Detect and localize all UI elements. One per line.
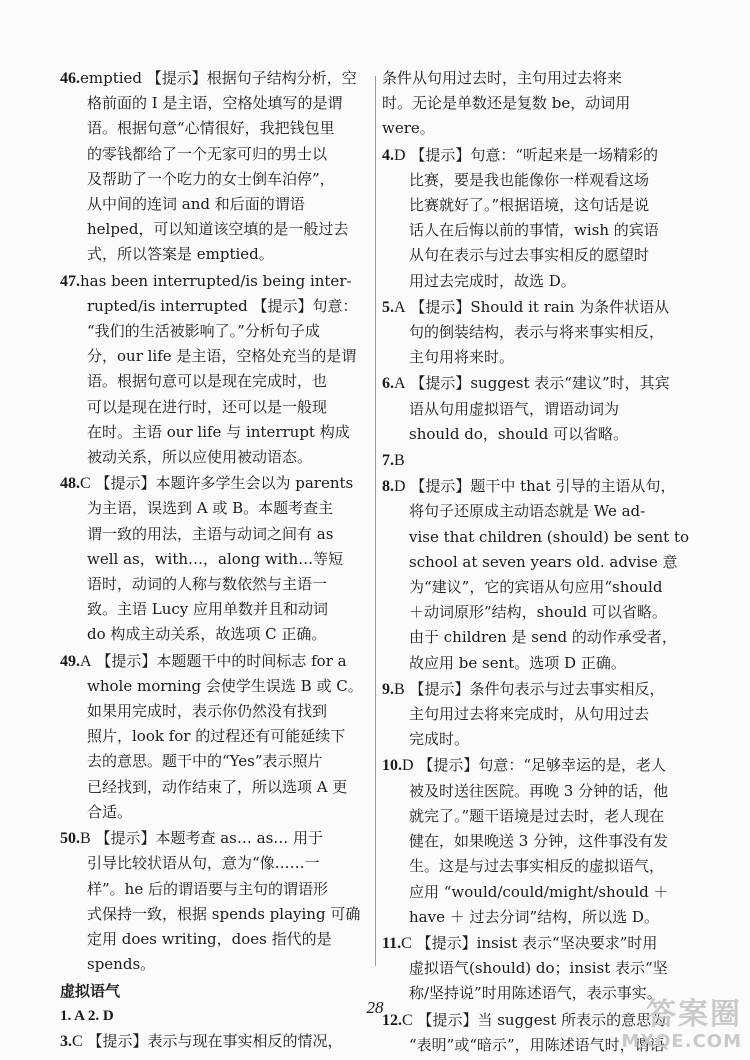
question-number: 50.: [60, 830, 80, 848]
answer-entry: [382, 677, 694, 753]
answer-text: 为主语，误选到 A 或 B。本题考查主: [87, 499, 334, 518]
answer-text: 【提示】当 suggest 所表示的意思为: [417, 1010, 667, 1029]
answer-line: [382, 371, 694, 396]
answer-text: 谓一致的用法，主语与动词之间有 as: [87, 524, 334, 543]
answer-line: [382, 474, 694, 499]
answer-text: 由于 children 是 send 的动作承受者，: [409, 628, 677, 647]
answer-line: [382, 218, 694, 243]
answer-text: has been interrupted/is being inter-: [80, 271, 352, 290]
answer-text: 【提示】句意：“足够幸运的是，老人: [418, 756, 667, 775]
answer-entry: [60, 269, 370, 471]
answer-text: have ＋ 过去分词”结构，所以选 D。: [409, 907, 659, 926]
answer-text: do 构成主动关系，故选项 C 正确。: [87, 625, 327, 644]
answer-line: [60, 319, 370, 344]
question-number: 5.: [382, 298, 394, 316]
section-title: 虚拟语气: [60, 982, 121, 1001]
answer-text: vise that children (should) be sent to: [409, 527, 690, 546]
answer-text: 称/坚持说”时用陈述语气，表示事实。: [409, 984, 662, 1003]
answer-entry: [382, 753, 694, 929]
answer-line: [60, 952, 370, 977]
question-number: 9.: [382, 680, 394, 698]
answer-entry: [60, 66, 370, 268]
answer-line: [60, 826, 370, 851]
short-answers: 1. A 2. D: [60, 1008, 114, 1025]
answer-text: 的零钱都给了一个无家可归的男士以: [87, 144, 328, 163]
answer-line: [382, 727, 694, 752]
answer-text: 条件从句用过去时，主句用过去将来: [382, 69, 623, 87]
answer-text: 【提示】本题考查 as… as… 用于: [95, 829, 324, 848]
answer-line: [60, 91, 370, 116]
answer-line: [60, 167, 370, 192]
question-number: 4.: [382, 146, 394, 164]
answer-line: [60, 749, 370, 774]
answer-text: were。: [382, 119, 435, 138]
answer-text: 比赛，要是我也能像你一样观看这场: [409, 170, 650, 189]
answer-text: 【提示】句意：“听起来是一场精彩的: [410, 145, 659, 164]
answer-line: [60, 724, 370, 749]
answer-text: 语从句用虚拟语气，谓语动词为: [409, 399, 620, 418]
answer-line: [60, 395, 370, 420]
answer-line: [382, 193, 694, 218]
answer-line: [60, 269, 370, 294]
question-number: 7.: [382, 452, 394, 470]
answer-text: 故应用 be sent。选项 D 正确。: [409, 653, 626, 672]
answer-line: [60, 800, 370, 825]
answer-entry: [382, 474, 694, 676]
answer-text: 被及时送往医院。再晚 3 分钟的话，他: [409, 781, 669, 800]
answer-text: “表明”或“暗示”，用陈述语气时，谓语: [409, 1035, 665, 1054]
answer-line: [60, 217, 370, 242]
answer-text: 【提示】Should it rain 为条件状语从: [410, 297, 670, 316]
answer-entry: [382, 143, 694, 294]
answer-line: [382, 880, 694, 905]
answer-line: [60, 471, 370, 496]
answer-line: [60, 649, 370, 674]
answer-text: 话人在后悔以前的事情，wish 的宾语: [409, 221, 659, 240]
answer-line: [60, 877, 370, 902]
answer-line: [60, 597, 370, 622]
answer-choice: D: [402, 757, 414, 775]
answer-text: “我们的生活被影响了。”分析句子成: [87, 322, 320, 341]
answer-line: [382, 779, 694, 804]
answer-line: [382, 269, 694, 294]
answer-line: [382, 345, 694, 370]
answer-text: rupted/is interrupted 【提示】句意：: [87, 296, 358, 315]
answer-line: [60, 496, 370, 521]
answer-line: [382, 320, 694, 345]
answer-line: [60, 572, 370, 597]
answer-line: [382, 931, 694, 956]
answer-text: 分，our life 是主语，空格处充当的是谓: [87, 347, 357, 366]
question-number: 8.: [382, 478, 394, 496]
answer-text: 如果用完成时，表示你仍然没有找到: [87, 702, 328, 721]
answer-text: 【提示】suggest 表示“建议”时，其宾: [410, 374, 670, 393]
answer-text: spends。: [87, 955, 156, 974]
answer-entry: [382, 448, 694, 473]
left-column: [60, 66, 370, 1056]
answer-text: 已经找到，动作结束了，所以选项 A 更: [87, 777, 348, 796]
answer-text: 语时，动词的人称与数依然与主语一: [87, 575, 328, 594]
answer-text: 【提示】本题题干中的时间标志 for a: [96, 651, 347, 670]
question-number: 6.: [382, 375, 394, 393]
answer-text: 被动关系，所以应使用被动语态。: [87, 448, 313, 467]
answer-text: 从中间的连词 and 和后面的谓语: [87, 195, 305, 214]
answer-text: 为“建议”，它的宾语从句应用“should: [409, 578, 663, 597]
answer-line: [382, 625, 694, 650]
answer-line: [60, 242, 370, 267]
answer-text: school at seven years old. advise 意: [409, 552, 678, 571]
answer-text: 致。主语 Lucy 应用单数并且和动词: [87, 600, 329, 619]
answer-line: [382, 905, 694, 930]
answer-text: 引导比较状语从句，意为“像……一: [87, 854, 320, 873]
answer-text: 可以是现在进行时，还可以是一般现: [87, 397, 328, 416]
answer-line: [60, 445, 370, 470]
answer-choice: A: [80, 652, 92, 670]
answer-text: 【提示】题干中 that 引导的主语从句，: [410, 477, 676, 496]
watermark-logo: 答案圈 MXQE.COM: [621, 997, 742, 1052]
answer-line: [60, 344, 370, 369]
answer-line: [60, 851, 370, 876]
answer-line: [382, 295, 694, 320]
answer-choice: B: [394, 680, 405, 698]
answer-choice: B: [80, 830, 91, 848]
answer-text: 去的意思。题干中的“Yes”表示照片: [87, 752, 323, 771]
question-number: 10.: [382, 757, 402, 775]
answer-line: [382, 956, 694, 981]
question-number: 12.: [382, 1011, 402, 1029]
answer-line: [382, 397, 694, 422]
answer-text: 【提示】表示与现在事实相反的情况，: [87, 1032, 343, 1051]
answer-text: helped，可以知道该空填的是一般过去: [87, 220, 349, 239]
answer-text: 从句在表示与过去事实相反的愿望时: [409, 246, 650, 265]
answer-line: [60, 142, 370, 167]
answer-line: [382, 575, 694, 600]
answer-text: emptied 【提示】根据句子结构分析，空: [80, 69, 357, 87]
answer-choice: D: [394, 478, 406, 496]
answer-line: [60, 927, 370, 952]
answer-entry: [60, 649, 370, 825]
answer-text: 式，所以答案是 emptied。: [87, 245, 274, 264]
answer-text: well as，with…，along with…等短: [87, 549, 344, 568]
answer-entry: [382, 931, 694, 1007]
answer-text: 主句用将来时。: [409, 348, 515, 367]
answer-line: [382, 525, 694, 550]
answer-line: [382, 651, 694, 676]
answer-line: [382, 499, 694, 524]
question-number: 3.: [60, 1033, 72, 1051]
answer-text: 句的倒装结构，表示与将来事实相反，: [409, 323, 665, 342]
answer-text: 虚拟语气(should) do；insist 表示“坚: [409, 959, 668, 978]
answer-line: [382, 677, 694, 702]
answer-line: [60, 522, 370, 547]
answer-choice: B: [394, 452, 405, 470]
answer-line: [60, 369, 370, 394]
answer-text: 【提示】本题许多学生会以为 parents: [95, 474, 354, 493]
answer-line: [382, 243, 694, 268]
answer-line: [60, 775, 370, 800]
answer-line: [60, 66, 370, 91]
answer-line: [60, 294, 370, 319]
right-column: [382, 66, 694, 1059]
answer-line: [382, 143, 694, 168]
answer-text: 格前面的 I 是主语，空格处填写的是谓: [87, 94, 343, 113]
answer-line: [382, 600, 694, 625]
answer-text: 完成时。: [409, 730, 470, 749]
column-divider: [375, 76, 376, 966]
answer-text: 样”。he 后的谓语要与主句的谓语形: [87, 879, 328, 898]
answer-text: 应用 “would/could/might/should ＋: [409, 882, 669, 901]
answer-line: [382, 91, 694, 116]
answer-choice: C: [72, 1033, 83, 1051]
answer-text: 生。这是与过去事实相反的虚拟语气，: [409, 857, 665, 876]
answer-text: 语。根据句意“心情很好，我把钱包里: [87, 119, 335, 138]
answer-entry: [382, 371, 694, 447]
answer-line: [60, 420, 370, 445]
answer-line: [60, 699, 370, 724]
answer-choice: D: [394, 146, 406, 164]
answer-choice: C: [401, 934, 412, 952]
answer-text: 照片，look for 的过程还有可能延续下: [87, 727, 346, 746]
answer-text: 【提示】insist 表示“坚决要求”时用: [416, 933, 658, 952]
answer-choice: C: [402, 1011, 413, 1029]
answer-text: whole morning 会使学生误选 B 或 C。: [87, 676, 363, 695]
answer-line: [60, 1029, 370, 1054]
answer-text: 用过去完成时，故选 D。: [409, 271, 576, 290]
answer-text: 时。无论是单数还是复数 be，动词用: [382, 94, 631, 113]
answer-text: 语。根据句意可以是现在完成时，也: [87, 372, 328, 391]
answer-line: [382, 550, 694, 575]
answer-choice: A: [394, 375, 406, 393]
answer-line: [382, 168, 694, 193]
answer-line: [60, 902, 370, 927]
answer-line: [382, 854, 694, 879]
answer-line: [382, 422, 694, 447]
answer-text: 合适。: [87, 802, 133, 821]
question-number: 48.: [60, 475, 80, 493]
answer-text: 【提示】条件句表示与过去事实相反，: [409, 679, 665, 698]
answer-choice: C: [80, 475, 91, 493]
answer-text: 健在，如果晚送 3 分钟，这件事没有发: [409, 832, 669, 851]
question-number: 46.: [60, 70, 80, 87]
question-number: 49.: [60, 652, 80, 670]
answer-text: 比赛就好了。”根据语境，这句话是说: [409, 196, 650, 215]
answer-line: [60, 116, 370, 141]
answer-choice: A: [394, 298, 406, 316]
answer-line: [60, 622, 370, 647]
answer-text: 主句用过去将来完成时，从句用过去: [409, 705, 650, 724]
answer-line: [382, 448, 694, 473]
answer-entry: [60, 471, 370, 647]
answer-line: [60, 192, 370, 217]
answer-line: [382, 116, 694, 141]
answer-line: [382, 66, 694, 91]
page-number: 28: [366, 998, 384, 1017]
answer-line: [382, 804, 694, 829]
answer-line: [382, 753, 694, 778]
answer-text: 及帮助了一个吃力的女士倒车泊停”，: [87, 169, 335, 188]
answer-text: should do，should 可以省略。: [409, 424, 629, 443]
answer-line: [60, 547, 370, 572]
answer-text: 就完了。”题干语境是过去时，老人现在: [409, 806, 665, 825]
answer-line: [60, 674, 370, 699]
answer-entry: [60, 1029, 370, 1054]
answer-entry: [60, 826, 370, 977]
answer-entry: [382, 295, 694, 371]
answer-text: 在时。主语 our life 与 interrupt 构成: [87, 422, 350, 441]
answer-text: 定用 does writing，does 指代的是: [87, 929, 332, 948]
answer-text: 式保持一致，根据 spends playing 可确: [87, 904, 361, 923]
question-number: 47.: [60, 272, 80, 290]
question-number: 11.: [382, 934, 402, 952]
answer-line: [382, 702, 694, 727]
answer-text: 将句子还原成主动语态就是 We ad-: [409, 502, 646, 521]
answer-text: ＋动词原形”结构，should 可以省略。: [409, 603, 667, 622]
answer-entry: [382, 66, 694, 142]
answer-line: [382, 829, 694, 854]
